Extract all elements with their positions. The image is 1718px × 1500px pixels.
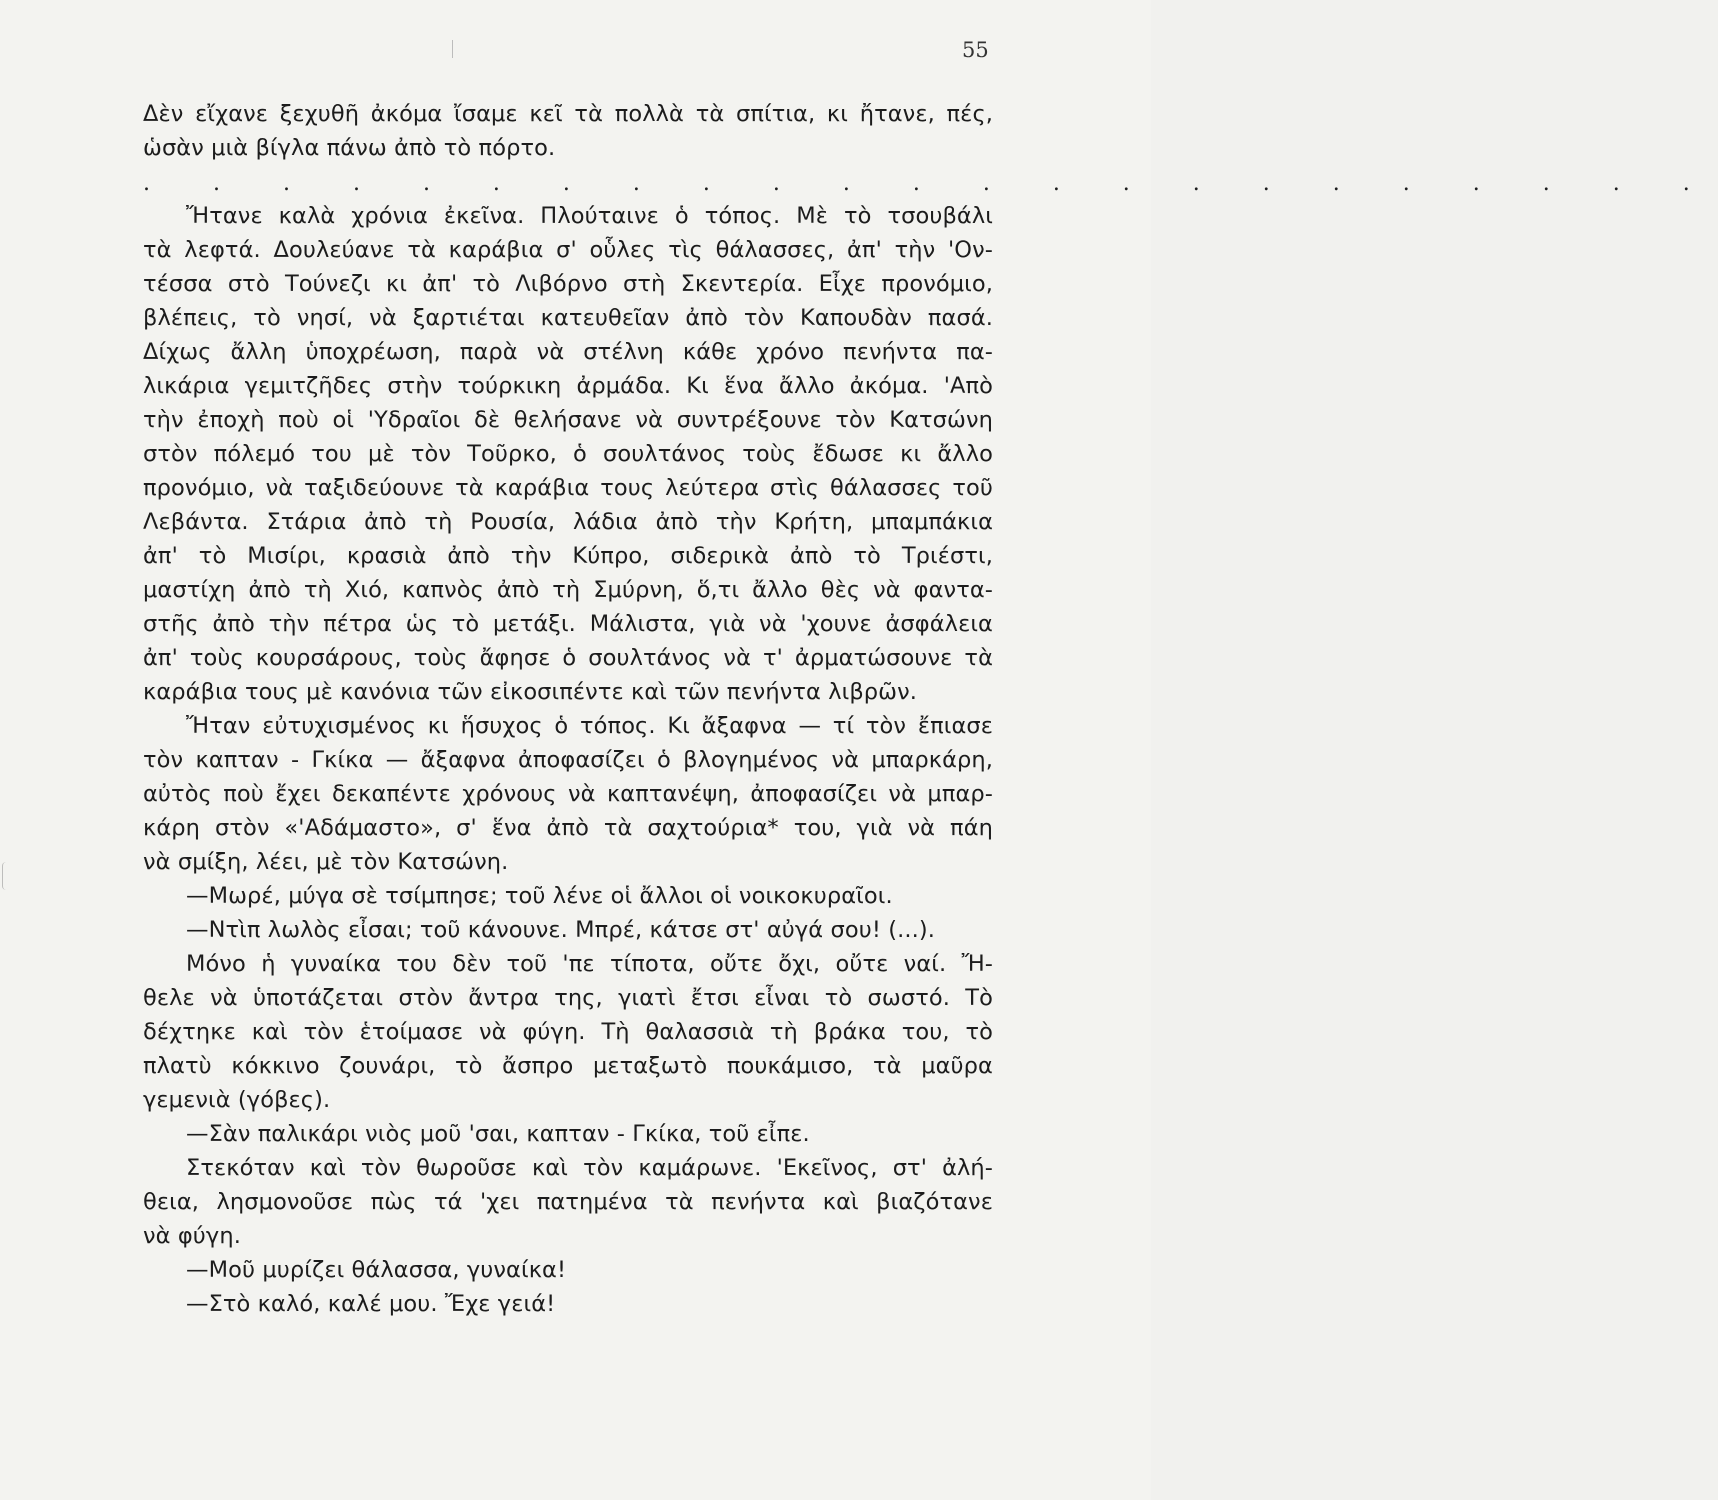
dialogue-line: —Μοῦ μυρίζει θάλασσα, γυναίκα! <box>186 1257 567 1283</box>
text-line: ἀπ' τὸ Μισίρι, κρασιὰ ἀπὸ τὴν Κύπρο, σιδερικὰ ἀπὸ τὸ Τριέστι, <box>143 543 993 569</box>
text-line: νὰ σμίξη, λέει, μὲ τὸν Κατσώνη. <box>143 849 509 875</box>
scan-mark <box>452 40 453 58</box>
text-line: Δὲν εἴχανε ξεχυθῆ ἀκόμα ἴσαμε κεῖ τὰ πολλὰ τὰ σπίτια, κι ἤτανε, πές, <box>143 101 993 127</box>
section-break-dots: . . . . . . . . . . . . . . . . . . . . . . . <box>143 171 1718 196</box>
text-line: αὐτὸς ποὺ ἔχει δεκαπέντε χρόνους νὰ καπτανέψη, ἀποφασίζει νὰ μπαρ- <box>143 781 993 807</box>
text-line: Δίχως ἄλλη ὑποχρέωση, παρὰ νὰ στέλνη κάθε χρόνο πενήντα πα- <box>143 339 993 365</box>
dialogue-line: —Μωρέ, μύγα σὲ τσίμπησε; τοῦ λένε οἱ ἄλλοι οἱ νοικοκυραῖοι. <box>186 883 893 909</box>
text-line: θεια, λησμονοῦσε πὼς τά 'χει πατημένα τὰ πενήντα καὶ βιαζότανε <box>143 1189 993 1215</box>
text-line: ἀπ' τοὺς κουρσάρους, τοὺς ἄφησε ὁ σουλτάνος νὰ τ' ἀρματώσουνε τὰ <box>143 645 993 671</box>
dialogue-line: —Στὸ καλό, καλέ μου. Ἔχε γειά! <box>186 1291 556 1317</box>
text-line: τὰ λεφτά. Δουλεύανε τὰ καράβια σ' οὗλες τὶς θάλασσες, ἀπ' τὴν 'Ον- <box>143 237 993 263</box>
text-line: στῆς ἀπὸ τὴν πέτρα ὡς τὸ μετάξι. Μάλιστα, γιὰ νὰ 'χουνε ἀσφάλεια <box>143 611 993 637</box>
text-line: γεμενιὰ (γόβες). <box>143 1087 331 1113</box>
dialogue-line: —Ντὶπ λωλὸς εἶσαι; τοῦ κάνουνε. Μπρέ, κάτσε στ' αὐγά σου! (...). <box>186 917 935 943</box>
text-line: τέσσα στὸ Τούνεζι κι ἀπ' τὸ Λιβόρνο στὴ Σκεντερία. Εἶχε προνόμιο, <box>143 271 993 297</box>
margin-mark <box>2 862 11 890</box>
text-line: Ἤτανε καλὰ χρόνια ἐκεῖνα. Πλούταινε ὁ τόπος. Μὲ τὸ τσουβάλι <box>186 203 993 229</box>
text-line: λικάρια γεμιτζῆδες στὴν τούρκικη ἀρμάδα. Κι ἕνα ἄλλο ἀκόμα. 'Απὸ <box>143 373 993 399</box>
text-line: θελε νὰ ὑποτάζεται στὸν ἄντρα της, γιατὶ ἔτσι εἶναι τὸ σωστό. Τὸ <box>143 985 993 1011</box>
text-line: προνόμιο, νὰ ταξιδεύουνε τὰ καράβια τους λεύτερα στὶς θάλασσες τοῦ <box>143 475 993 501</box>
text-line: καράβια τους μὲ κανόνια τῶν εἰκοσιπέντε καὶ τῶν πενήντα λιβρῶν. <box>143 679 918 705</box>
text-line: δέχτηκε καὶ τὸν ἑτοίμασε νὰ φύγη. Τὴ θαλασσιὰ τὴ βράκα του, τὸ <box>143 1019 993 1045</box>
page-number: 55 <box>962 38 989 62</box>
dialogue-line: —Σὰν παλικάρι νιὸς μοῦ 'σαι, καπταν - Γκίκα, τοῦ εἶπε. <box>186 1121 810 1147</box>
text-line: μαστίχη ἀπὸ τὴ Χιό, καπνὸς ἀπὸ τὴ Σμύρνη, ὅ,τι ἄλλο θὲς νὰ φαντα- <box>143 577 993 603</box>
text-line: βλέπεις, τὸ νησί, νὰ ξαρτιέται κατευθεῖαν ἀπὸ τὸν Καπουδὰν πασά. <box>143 305 993 331</box>
text-line: ὡσὰν μιὰ βίγλα πάνω ἀπὸ τὸ πόρτο. <box>143 135 556 161</box>
text-line: Λεβάντα. Στάρια ἀπὸ τὴ Ρουσία, λάδια ἀπὸ τὴν Κρήτη, μπαμπάκια <box>143 509 993 535</box>
text-line: πλατὺ κόκκινο ζουνάρι, τὸ ἄσπρο μεταξωτὸ πουκάμισο, τὰ μαῦρα <box>143 1053 993 1079</box>
text-line: νὰ φύγη. <box>143 1223 241 1249</box>
text-line: στὸν πόλεμό του μὲ τὸν Τοῦρκο, ὁ σουλτάνος τοὺς ἔδωσε κι ἄλλο <box>143 441 993 467</box>
text-line: Στεκόταν καὶ τὸν θωροῦσε καὶ τὸν καμάρωνε. 'Εκεῖνος, στ' ἀλή- <box>186 1155 993 1181</box>
text-line: Μόνο ἡ γυναίκα του δὲν τοῦ 'πε τίποτα, οὔτε ὄχι, οὔτε ναί. Ἤ- <box>186 951 993 977</box>
text-line: Ἤταν εὐτυχισμένος κι ἥσυχος ὁ τόπος. Κι ἄξαφνα — τί τὸν ἔπιασε <box>186 713 993 739</box>
text-line: κάρη στὸν «'Αδάμαστο», σ' ἕνα ἀπὸ τὰ σαχτούρια* του, γιὰ νὰ πάη <box>143 815 993 841</box>
text-line: τὴν ἐποχὴ ποὺ οἱ 'Υδραῖοι δὲ θελήσανε νὰ συντρέξουνε τὸν Κατσώνη <box>143 407 993 433</box>
text-line: τὸν καπταν - Γκίκα — ἄξαφνα ἀποφασίζει ὁ βλογημένος νὰ μπαρκάρη, <box>143 747 993 773</box>
